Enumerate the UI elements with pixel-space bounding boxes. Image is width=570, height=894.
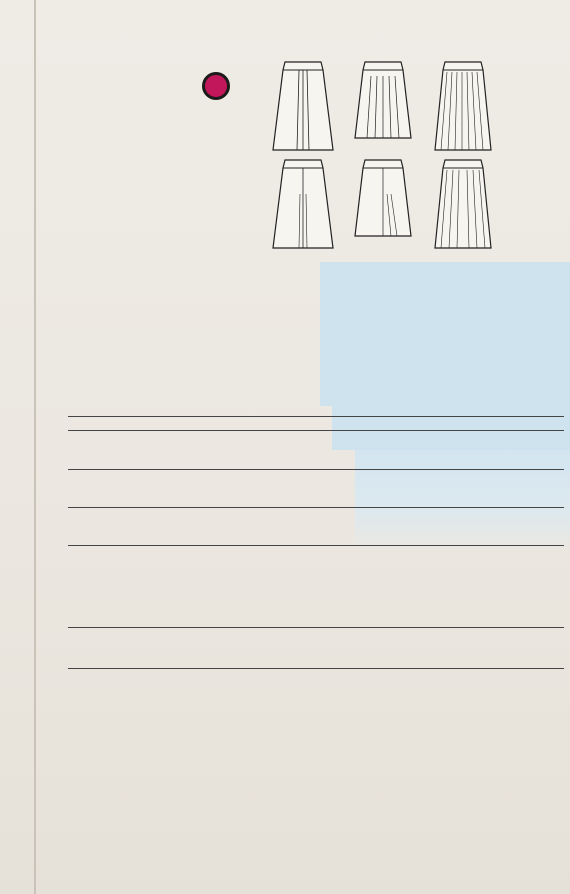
table-rule: [68, 430, 564, 431]
table-rule: [68, 545, 564, 546]
table-rule: [68, 668, 564, 669]
french-panel-background: [320, 262, 570, 406]
french-panel-background: [332, 406, 570, 450]
skirt-a-front-drawing: [263, 56, 343, 156]
price-row: [72, 66, 116, 81]
fold-line: [34, 0, 36, 894]
price-row: [72, 36, 116, 51]
price-row: [72, 51, 116, 66]
table-rule: [68, 507, 564, 508]
skirt-a-back-drawing: [263, 154, 343, 254]
table-rule: [68, 469, 564, 470]
french-panel-background: [355, 450, 570, 550]
sticker-dot: [202, 72, 230, 100]
price-row: [72, 81, 116, 96]
skirt-c-front-drawing: [423, 56, 503, 156]
table-rule: [68, 416, 564, 417]
table-rule: [68, 627, 564, 628]
price-list: [72, 36, 116, 96]
skirt-b-back-drawing: [343, 154, 423, 254]
technical-drawings: [255, 32, 555, 252]
skirt-c-back-drawing: [423, 154, 503, 254]
pattern-number: [6, 44, 30, 104]
publisher-address: [20, 836, 34, 846]
skirt-b-front-drawing: [343, 56, 423, 156]
